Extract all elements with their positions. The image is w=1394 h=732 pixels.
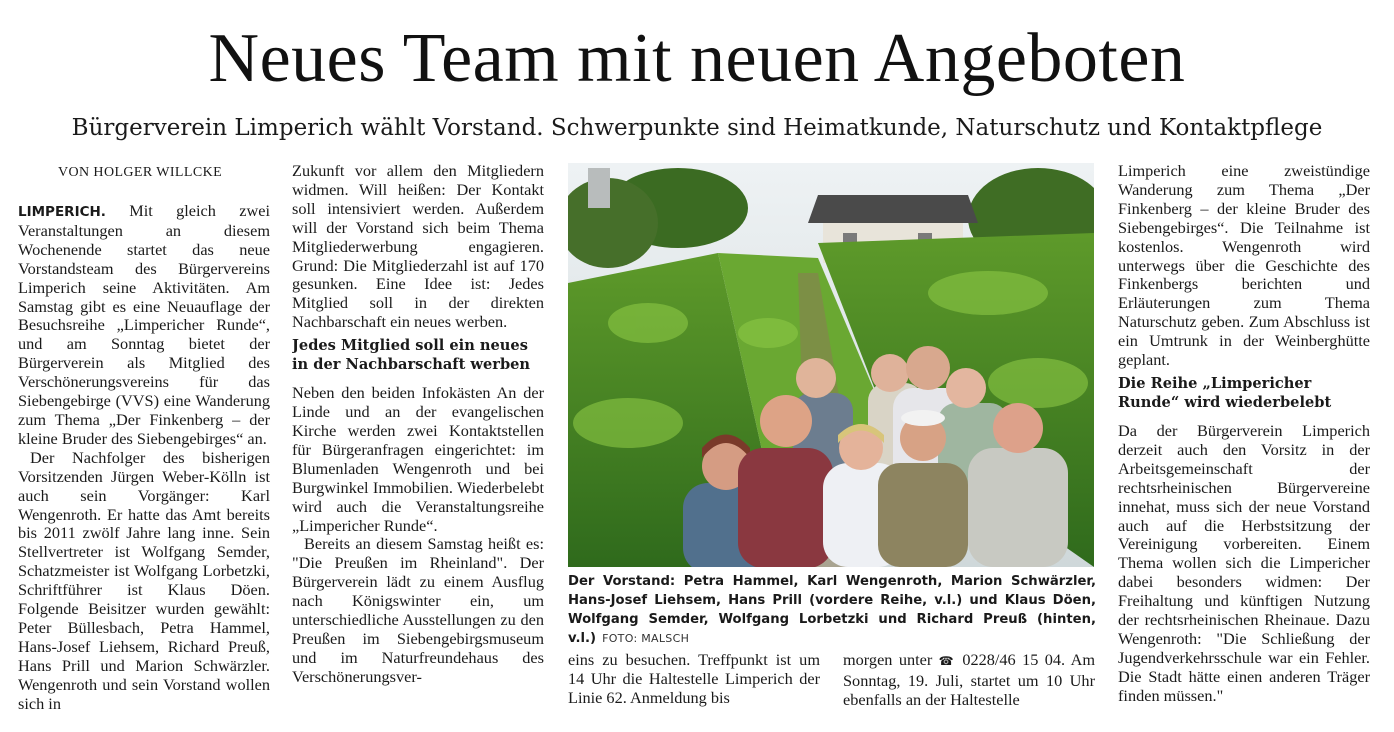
byline: VON HOLGER WILLCKE	[58, 165, 223, 180]
section-subtitle: Jedes Mitglied soll ein neues in der Nachbarschaft werben	[292, 337, 531, 374]
article-column-3-continued	[568, 650, 820, 710]
paragraph: Der Nachfolger des bisherigen Vorsitzenden Jürgen Weber-Kölln ist auch sein Vorgänger: Karl Wengenroth. Er hatte das Amt bereits bis 2011 zwölf Jahre lang inne. Sein Stellvertreter ist Wolfgang Semder, Schatzmeister ist Wolfgang Lorbetzki, Schriftführer ist Klaus Döen. Folgende Beisitzer wurden gewählt: Peter Büllesbach, Petra Hammel, Hans-Josef Liehsem, Richard Preuß, Hans Prill und Marion Schwärzler. Wengenroth und sein Vorstand wollen sich in	[18, 447, 270, 713]
subheadline: Bürgerverein Limperich wählt Vorstand. Schwerpunkte sind Heimatkunde, Naturschutz und Kontaktpflege	[71, 115, 1323, 141]
paragraph: Da der Bürgerverein Limperich derzeit auch den Vorsitz in der Arbeitsgemeinschaft der rechtsrheinischen Bürgervereine innehat, muss sich der neue Vorstand auch auf die Herbstsitzung der Vereinigung vorbereiten. Einem Thema wollen sich die Limpericher dabei besonders widmen: Der Freihaltung und künftigen Nutzung der rechtsrheinischen Rheinaue. Dazu Wengenroth: "Die Schließung der Jugendverkehrsschule war ein Fehler. Die Stadt hätte einen anderen Träger finden müssen."	[1118, 420, 1370, 705]
paragraph: Neben den beiden Infokästen An der Linde und an der evangelischen Kirche werden zwei Kontaktstellen für Bürgeranfragen eingerichtet: im Blumenladen Wengenroth und bei Burgwinkel Immobilien. Wiederbelebt wird auch die Veranstaltungsreihe „Limpericher Runde“.	[292, 383, 544, 535]
paragraph-text: morgen unter	[843, 650, 933, 669]
section-subtitle: Die Reihe „Limpericher Runde“ wird wiederbelebt	[1118, 374, 1332, 411]
phone-number: 0228/46 15 04.	[962, 650, 1066, 669]
paragraph	[18, 202, 270, 449]
caption-text: Der Vorstand: Petra Hammel, Karl Wengenroth, Marion Schwärzler, Hans-Josef Liehsem, Hans Prill (vordere Reihe, v.l.) und Klaus Döen, Wolfgang Semder, Wolfgang Lorbetzki und Richard Preuß (hinten, v.l.)	[568, 574, 1096, 646]
paragraph-text: eins zu besuchen. Treffpunkt ist um 14 Uhr die Haltestelle Limperich der Linie 62. Anmeldung bis	[568, 650, 820, 707]
article-column-2	[292, 162, 544, 732]
article-column-4	[1118, 162, 1370, 732]
paragraph-text: Am Sonntag, 19. Juli, startet um 10 Uhr ebenfalls an der Haltestelle	[843, 650, 1095, 709]
vineyard-group-photo	[568, 163, 1094, 567]
group-photo	[568, 163, 1094, 567]
headline: Neues Team mit neuen Angeboten	[208, 20, 1186, 97]
photo-caption	[568, 572, 1096, 648]
paragraph: Zukunft vor allem den Mitgliedern widmen. Will heißen: Der Kontakt soll intensiviert werden. Außerdem will der Vorstand sich beim Thema Mitgliederwerbung engagieren. Grund: Die Mitgliederzahl ist auf 170 gesunken. Eine Idee ist: Jedes Mitglied soll in der direkten Nachbarschaft ein neues werben.	[292, 162, 544, 332]
phone-icon: ☎	[938, 654, 956, 668]
article-column-3b-continued	[843, 650, 1095, 710]
paragraph: Bereits an diesem Samstag heißt es: "Die Preußen im Rheinland". Der Bürgerverein lädt zu einem Ausflug nach Königswinter ein, um unterschiedliche Ausstellungen zu den Preußen im Siebengebirgsmuseum und im Naturfreundehaus des Verschönerungsver-	[292, 534, 544, 686]
photo-credit: FOTO: MALSCH	[602, 632, 690, 645]
dateline: LIMPERICH.	[18, 204, 106, 220]
article-column-1	[18, 162, 270, 732]
paragraph-text: Mit gleich zwei Veranstaltungen an diesem Wochenende startet das neue Vorstandsteam des Bürgervereins Limperich seine Aktivitäten. Am Samstag gibt es eine Neuauflage der Besuchsreihe „Limpericher Runde“, und am Sonntag bietet der Bürgerverein als Mitglied des Verschönerungsvereins für das Siebengebirge (VVS) eine Wanderung zum Thema „Der Finkenberg – der kleine Bruder des Siebengebirges“ an.	[18, 201, 270, 448]
paragraph: Limperich eine zweistündige Wanderung zum Thema „Der Finkenberg – der kleine Bruder des Siebengebirges“. Die Teilnahme ist kostenlos. Wengenroth wird unterwegs über die Geschichte des Finkenbergs berichten und Erläuterungen zum Thema Naturschutz geben. Zum Abschluss ist ein Umtrunk in der Weinberghütte geplant.	[1118, 162, 1370, 370]
